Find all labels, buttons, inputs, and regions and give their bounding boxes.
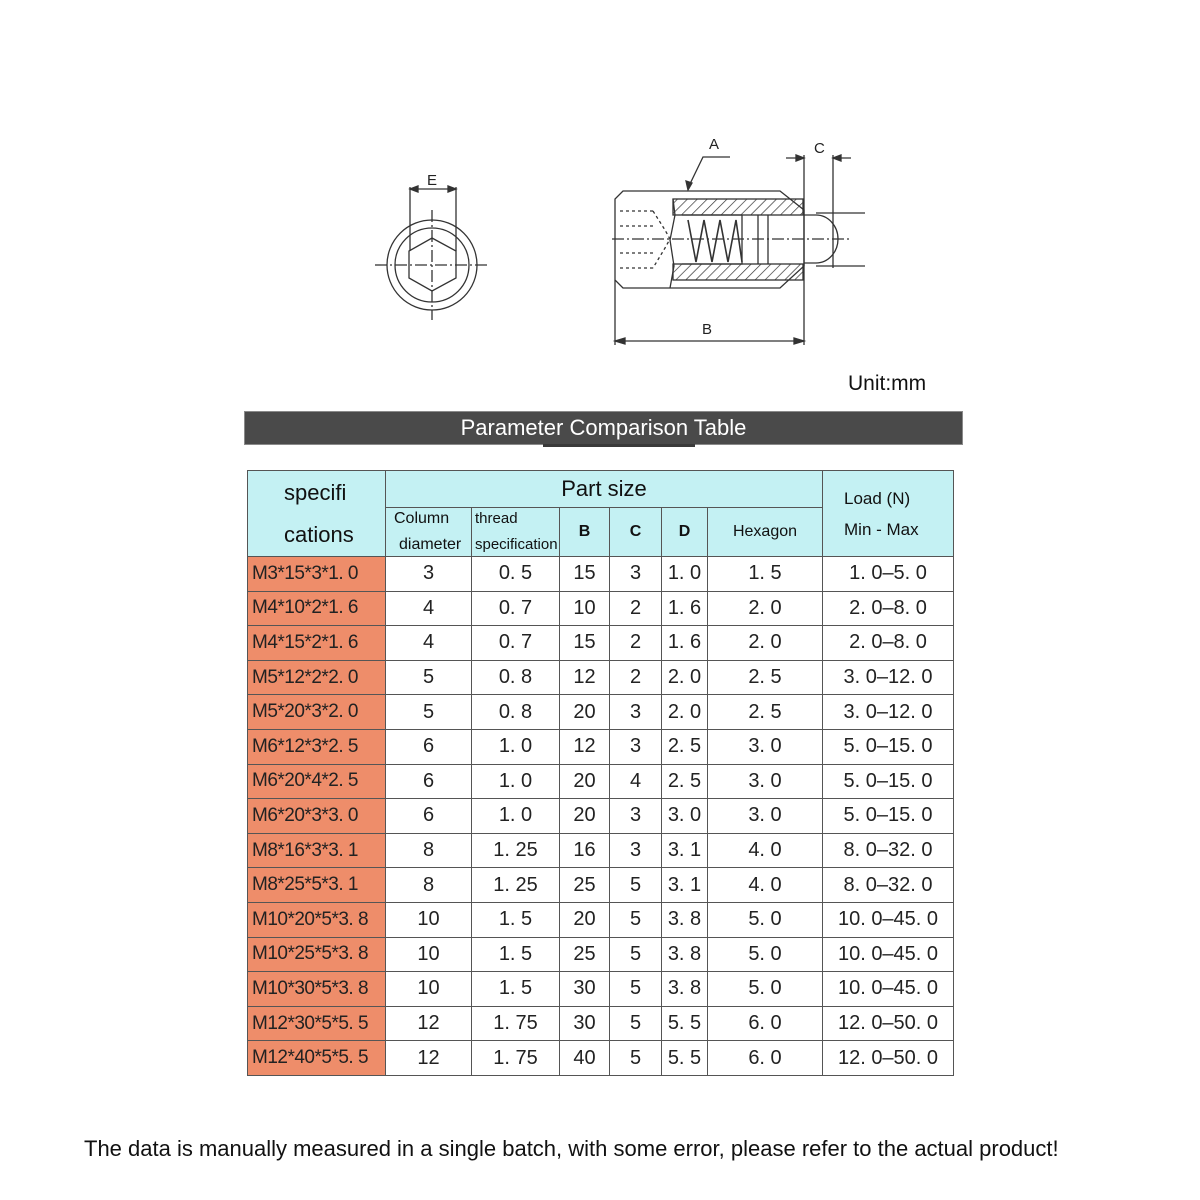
cell-d: 1. 6 xyxy=(662,626,708,661)
table-row xyxy=(248,937,954,972)
header-hexagon: Hexagon xyxy=(708,508,823,557)
cell-column: 10 xyxy=(386,972,472,1007)
cell-load: 5. 0–15. 0 xyxy=(823,799,954,834)
cell-thread: 0. 7 xyxy=(472,591,560,626)
cell-thread: 1. 5 xyxy=(472,972,560,1007)
cell-c: 2 xyxy=(610,591,662,626)
cell-d: 3. 0 xyxy=(662,799,708,834)
cell-b: 40 xyxy=(560,1041,610,1076)
cell-b: 10 xyxy=(560,591,610,626)
cell-column: 6 xyxy=(386,799,472,834)
cell-column: 12 xyxy=(386,1041,472,1076)
header-c: C xyxy=(610,508,662,557)
table-title: Parameter Comparison Table xyxy=(460,415,747,440)
cell-column: 8 xyxy=(386,868,472,903)
cell-hex: 2. 0 xyxy=(708,626,823,661)
cell-spec: M6*12*3*2. 5 xyxy=(248,729,386,764)
cell-load: 10. 0–45. 0 xyxy=(823,902,954,937)
cell-column: 10 xyxy=(386,902,472,937)
dim-label-c: C xyxy=(814,140,825,157)
cell-b: 20 xyxy=(560,799,610,834)
unit-label: Unit:mm xyxy=(848,372,927,395)
table-row xyxy=(248,1041,954,1076)
table-row xyxy=(248,729,954,764)
cell-spec: M5*20*3*2. 0 xyxy=(248,695,386,730)
cell-column: 8 xyxy=(386,833,472,868)
table-row xyxy=(248,591,954,626)
header-specifications xyxy=(248,471,386,557)
cell-b: 20 xyxy=(560,695,610,730)
cell-d: 3. 1 xyxy=(662,868,708,903)
dim-label-a: A xyxy=(709,136,720,153)
cell-spec: M12*30*5*5. 5 xyxy=(248,1006,386,1041)
cell-load: 3. 0–12. 0 xyxy=(823,660,954,695)
cell-d: 2. 0 xyxy=(662,660,708,695)
cell-c: 2 xyxy=(610,660,662,695)
cell-spec: M8*16*3*3. 1 xyxy=(248,833,386,868)
cell-c: 5 xyxy=(610,1041,662,1076)
cell-c: 3 xyxy=(610,557,662,592)
cell-column: 3 xyxy=(386,557,472,592)
table-row xyxy=(248,868,954,903)
cell-d: 2. 5 xyxy=(662,764,708,799)
cell-c: 5 xyxy=(610,902,662,937)
cell-column: 6 xyxy=(386,764,472,799)
cell-column: 5 xyxy=(386,695,472,730)
cell-thread: 1. 0 xyxy=(472,764,560,799)
cell-load: 8. 0–32. 0 xyxy=(823,868,954,903)
header-column-line1: Column xyxy=(394,510,450,527)
cell-d: 1. 6 xyxy=(662,591,708,626)
cell-hex: 3. 0 xyxy=(708,764,823,799)
cell-d: 3. 8 xyxy=(662,902,708,937)
cell-load: 12. 0–50. 0 xyxy=(823,1041,954,1076)
cell-spec: M10*25*5*3. 8 xyxy=(248,937,386,972)
cell-thread: 1. 0 xyxy=(472,799,560,834)
cell-hex: 4. 0 xyxy=(708,868,823,903)
cell-load: 5. 0–15. 0 xyxy=(823,764,954,799)
cell-c: 3 xyxy=(610,729,662,764)
cell-b: 16 xyxy=(560,833,610,868)
cell-c: 3 xyxy=(610,833,662,868)
cell-hex: 2. 5 xyxy=(708,660,823,695)
cell-load: 8. 0–32. 0 xyxy=(823,833,954,868)
cell-hex: 2. 5 xyxy=(708,695,823,730)
cell-spec: M8*25*5*3. 1 xyxy=(248,868,386,903)
dim-label-e: E xyxy=(427,172,438,189)
cell-c: 5 xyxy=(610,937,662,972)
cell-b: 20 xyxy=(560,764,610,799)
cell-c: 3 xyxy=(610,799,662,834)
cell-thread: 1. 25 xyxy=(472,868,560,903)
cell-column: 10 xyxy=(386,937,472,972)
cell-b: 12 xyxy=(560,729,610,764)
cell-column: 4 xyxy=(386,591,472,626)
cell-b: 25 xyxy=(560,868,610,903)
cell-spec: M6*20*3*3. 0 xyxy=(248,799,386,834)
table-row xyxy=(248,660,954,695)
cell-load: 3. 0–12. 0 xyxy=(823,695,954,730)
cell-hex: 5. 0 xyxy=(708,902,823,937)
cell-column: 5 xyxy=(386,660,472,695)
table-row xyxy=(248,1006,954,1041)
cell-spec: M12*40*5*5. 5 xyxy=(248,1041,386,1076)
cell-thread: 1. 75 xyxy=(472,1006,560,1041)
cell-load: 2. 0–8. 0 xyxy=(823,591,954,626)
header-b: B xyxy=(560,508,610,557)
end-view xyxy=(375,186,488,320)
cell-load: 2. 0–8. 0 xyxy=(823,626,954,661)
cell-hex: 6. 0 xyxy=(708,1041,823,1076)
cell-d: 3. 1 xyxy=(662,833,708,868)
cell-spec: M4*10*2*1. 6 xyxy=(248,591,386,626)
header-part-size: Part size xyxy=(386,471,823,508)
header-column-diameter xyxy=(386,508,472,557)
cell-c: 2 xyxy=(610,626,662,661)
table-row xyxy=(248,764,954,799)
spring-plunger-drawing xyxy=(370,120,890,360)
cell-b: 25 xyxy=(560,937,610,972)
cell-b: 20 xyxy=(560,902,610,937)
cell-column: 6 xyxy=(386,729,472,764)
cell-load: 10. 0–45. 0 xyxy=(823,937,954,972)
table-body xyxy=(248,557,954,1076)
cell-c: 5 xyxy=(610,868,662,903)
cell-c: 4 xyxy=(610,764,662,799)
table-row xyxy=(248,799,954,834)
header-column-line2: diameter xyxy=(399,536,462,553)
title-underline xyxy=(543,444,695,447)
cell-load: 10. 0–45. 0 xyxy=(823,972,954,1007)
header-load-line2: Min - Max xyxy=(844,519,919,539)
header-thread-line1: thread xyxy=(475,510,518,527)
cell-spec: M10*30*5*3. 8 xyxy=(248,972,386,1007)
cell-hex: 3. 0 xyxy=(708,799,823,834)
cell-load: 1. 0–5. 0 xyxy=(823,557,954,592)
header-thread-specification xyxy=(472,508,560,557)
cell-hex: 1. 5 xyxy=(708,557,823,592)
header-load-line1: Load (N) xyxy=(844,488,911,508)
cell-d: 5. 5 xyxy=(662,1041,708,1076)
dim-label-b: B xyxy=(702,321,713,338)
cell-d: 3. 8 xyxy=(662,972,708,1007)
header-spec-line2: cations xyxy=(284,521,354,547)
cell-spec: M5*12*2*2. 0 xyxy=(248,660,386,695)
cell-d: 5. 5 xyxy=(662,1006,708,1041)
table-row xyxy=(248,695,954,730)
cell-column: 4 xyxy=(386,626,472,661)
table-row xyxy=(248,557,954,592)
cell-thread: 0. 8 xyxy=(472,695,560,730)
cell-b: 30 xyxy=(560,1006,610,1041)
table-row xyxy=(248,902,954,937)
cell-b: 15 xyxy=(560,626,610,661)
header-load xyxy=(823,471,954,557)
cell-spec: M10*20*5*3. 8 xyxy=(248,902,386,937)
cell-hex: 5. 0 xyxy=(708,937,823,972)
cell-c: 5 xyxy=(610,972,662,1007)
cell-b: 30 xyxy=(560,972,610,1007)
cell-hex: 4. 0 xyxy=(708,833,823,868)
cell-c: 3 xyxy=(610,695,662,730)
cell-thread: 0. 5 xyxy=(472,557,560,592)
table-row xyxy=(248,833,954,868)
table-row xyxy=(248,972,954,1007)
cell-b: 15 xyxy=(560,557,610,592)
cell-thread: 1. 5 xyxy=(472,902,560,937)
table-title-bar xyxy=(244,411,963,445)
cell-thread: 1. 0 xyxy=(472,729,560,764)
cell-d: 2. 5 xyxy=(662,729,708,764)
header-d: D xyxy=(662,508,708,557)
cell-c: 5 xyxy=(610,1006,662,1041)
side-view xyxy=(612,155,865,345)
parameter-table xyxy=(247,470,954,1076)
cell-b: 12 xyxy=(560,660,610,695)
cell-thread: 1. 5 xyxy=(472,937,560,972)
cell-hex: 5. 0 xyxy=(708,972,823,1007)
cell-load: 12. 0–50. 0 xyxy=(823,1006,954,1041)
cell-d: 3. 8 xyxy=(662,937,708,972)
cell-spec: M6*20*4*2. 5 xyxy=(248,764,386,799)
cell-thread: 0. 7 xyxy=(472,626,560,661)
header-spec-line1: specifi xyxy=(284,479,347,505)
cell-thread: 1. 75 xyxy=(472,1041,560,1076)
cell-hex: 2. 0 xyxy=(708,591,823,626)
cell-spec: M4*15*2*1. 6 xyxy=(248,626,386,661)
cell-load: 5. 0–15. 0 xyxy=(823,729,954,764)
cell-spec: M3*15*3*1. 0 xyxy=(248,557,386,592)
cell-thread: 1. 25 xyxy=(472,833,560,868)
cell-hex: 6. 0 xyxy=(708,1006,823,1041)
table-row xyxy=(248,626,954,661)
disclaimer-note: The data is manually measured in a single batch, with some error, please refer to the actual product! xyxy=(84,1136,1059,1161)
cell-column: 12 xyxy=(386,1006,472,1041)
cell-d: 1. 0 xyxy=(662,557,708,592)
cell-thread: 0. 8 xyxy=(472,660,560,695)
cell-hex: 3. 0 xyxy=(708,729,823,764)
cell-d: 2. 0 xyxy=(662,695,708,730)
header-thread-line2: specification xyxy=(475,536,558,553)
